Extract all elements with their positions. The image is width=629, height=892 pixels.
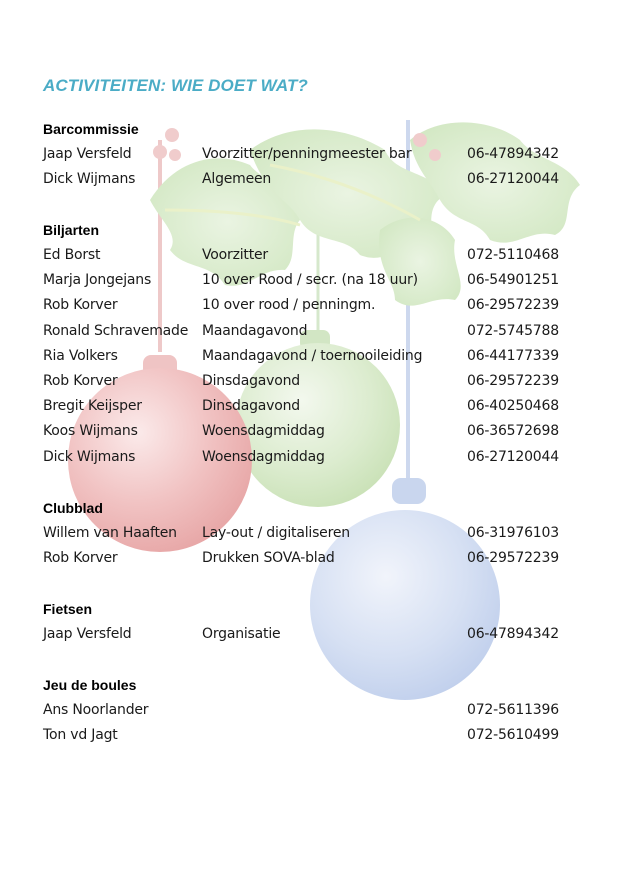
contact-role: Dinsdagavond bbox=[202, 373, 300, 389]
contact-row bbox=[0, 323, 629, 345]
contact-row bbox=[0, 550, 629, 572]
contact-name: Rob Korver bbox=[43, 373, 118, 389]
contact-name: Ed Borst bbox=[43, 247, 101, 263]
contact-name: Koos Wijmans bbox=[43, 423, 138, 440]
contact-phone: 072-5745788 bbox=[467, 322, 559, 339]
contact-phone: 072-5110468 bbox=[467, 247, 559, 263]
contact-phone: 06-54901251 bbox=[467, 272, 559, 289]
contact-row bbox=[0, 348, 629, 370]
contact-name: Ans Noorlander bbox=[43, 702, 149, 718]
contact-role: Lay-out / digitaliseren bbox=[202, 525, 350, 541]
contact-phone: 06-36572698 bbox=[467, 423, 559, 440]
contact-role: Voorzitter bbox=[202, 247, 268, 263]
contact-phone: 06-29572239 bbox=[467, 297, 559, 314]
contact-role: Maandagavond bbox=[202, 322, 308, 339]
contact-row bbox=[0, 373, 629, 395]
section-heading: Biljarten bbox=[43, 222, 100, 238]
contact-name: Bregit Keijsper bbox=[43, 398, 142, 415]
contact-row bbox=[0, 171, 629, 193]
section-heading: Fietsen bbox=[43, 601, 93, 617]
contact-row bbox=[0, 449, 629, 471]
section-heading: Jeu de boules bbox=[43, 677, 137, 693]
contact-phone: 06-47894342 bbox=[467, 146, 559, 162]
contact-role: 10 over rood / penningm. bbox=[202, 297, 376, 314]
contact-row bbox=[0, 702, 629, 724]
section-heading: Clubblad bbox=[43, 500, 103, 516]
contact-role: 10 over Rood / secr. (na 18 uur) bbox=[202, 272, 418, 289]
contact-name: Dick Wijmans bbox=[43, 448, 136, 465]
contact-role: Voorzitter/penningmeester bar bbox=[202, 146, 412, 162]
contact-role: Dinsdagavond bbox=[202, 398, 300, 415]
section-heading: Barcommissie bbox=[43, 121, 139, 137]
contact-phone: 072-5611396 bbox=[467, 702, 559, 718]
contact-phone: 06-27120044 bbox=[467, 171, 559, 188]
contact-role: Algemeen bbox=[202, 171, 272, 188]
contact-row bbox=[0, 247, 629, 269]
contact-phone: 06-27120044 bbox=[467, 448, 559, 465]
contact-name: Rob Korver bbox=[43, 297, 118, 314]
contact-row bbox=[0, 398, 629, 420]
contact-row bbox=[0, 297, 629, 319]
page-title: ACTIVITEITEN: WIE DOET WAT? bbox=[43, 76, 308, 95]
contact-phone: 06-40250468 bbox=[467, 398, 559, 415]
contact-phone: 06-29572239 bbox=[467, 550, 559, 567]
contact-role: Organisatie bbox=[202, 626, 281, 642]
contact-name: Willem van Haaften bbox=[43, 525, 177, 541]
contact-role: Woensdagmiddag bbox=[202, 423, 325, 440]
contact-row bbox=[0, 525, 629, 547]
contact-row bbox=[0, 626, 629, 648]
contact-role: Woensdagmiddag bbox=[202, 448, 325, 465]
contact-name: Jaap Versfeld bbox=[43, 626, 132, 642]
contact-name: Ton vd Jagt bbox=[43, 727, 118, 744]
contact-phone: 06-31976103 bbox=[467, 525, 559, 541]
contact-name: Dick Wijmans bbox=[43, 171, 136, 188]
contact-row bbox=[0, 727, 629, 749]
contact-phone: 06-29572239 bbox=[467, 373, 559, 389]
contact-phone: 06-44177339 bbox=[467, 347, 559, 364]
contact-name: Marja Jongejans bbox=[43, 272, 152, 289]
contact-row bbox=[0, 423, 629, 445]
contact-name: Ria Volkers bbox=[43, 347, 118, 364]
contact-role: Drukken SOVA-blad bbox=[202, 550, 335, 567]
contact-name: Jaap Versfeld bbox=[43, 146, 132, 162]
contact-phone: 072-5610499 bbox=[467, 727, 559, 744]
contact-row bbox=[0, 146, 629, 168]
contact-row bbox=[0, 272, 629, 294]
contact-name: Rob Korver bbox=[43, 550, 118, 567]
contact-role: Maandagavond / toernooileiding bbox=[202, 347, 423, 364]
contact-phone: 06-47894342 bbox=[467, 626, 559, 642]
contact-name: Ronald Schravemade bbox=[43, 322, 189, 339]
